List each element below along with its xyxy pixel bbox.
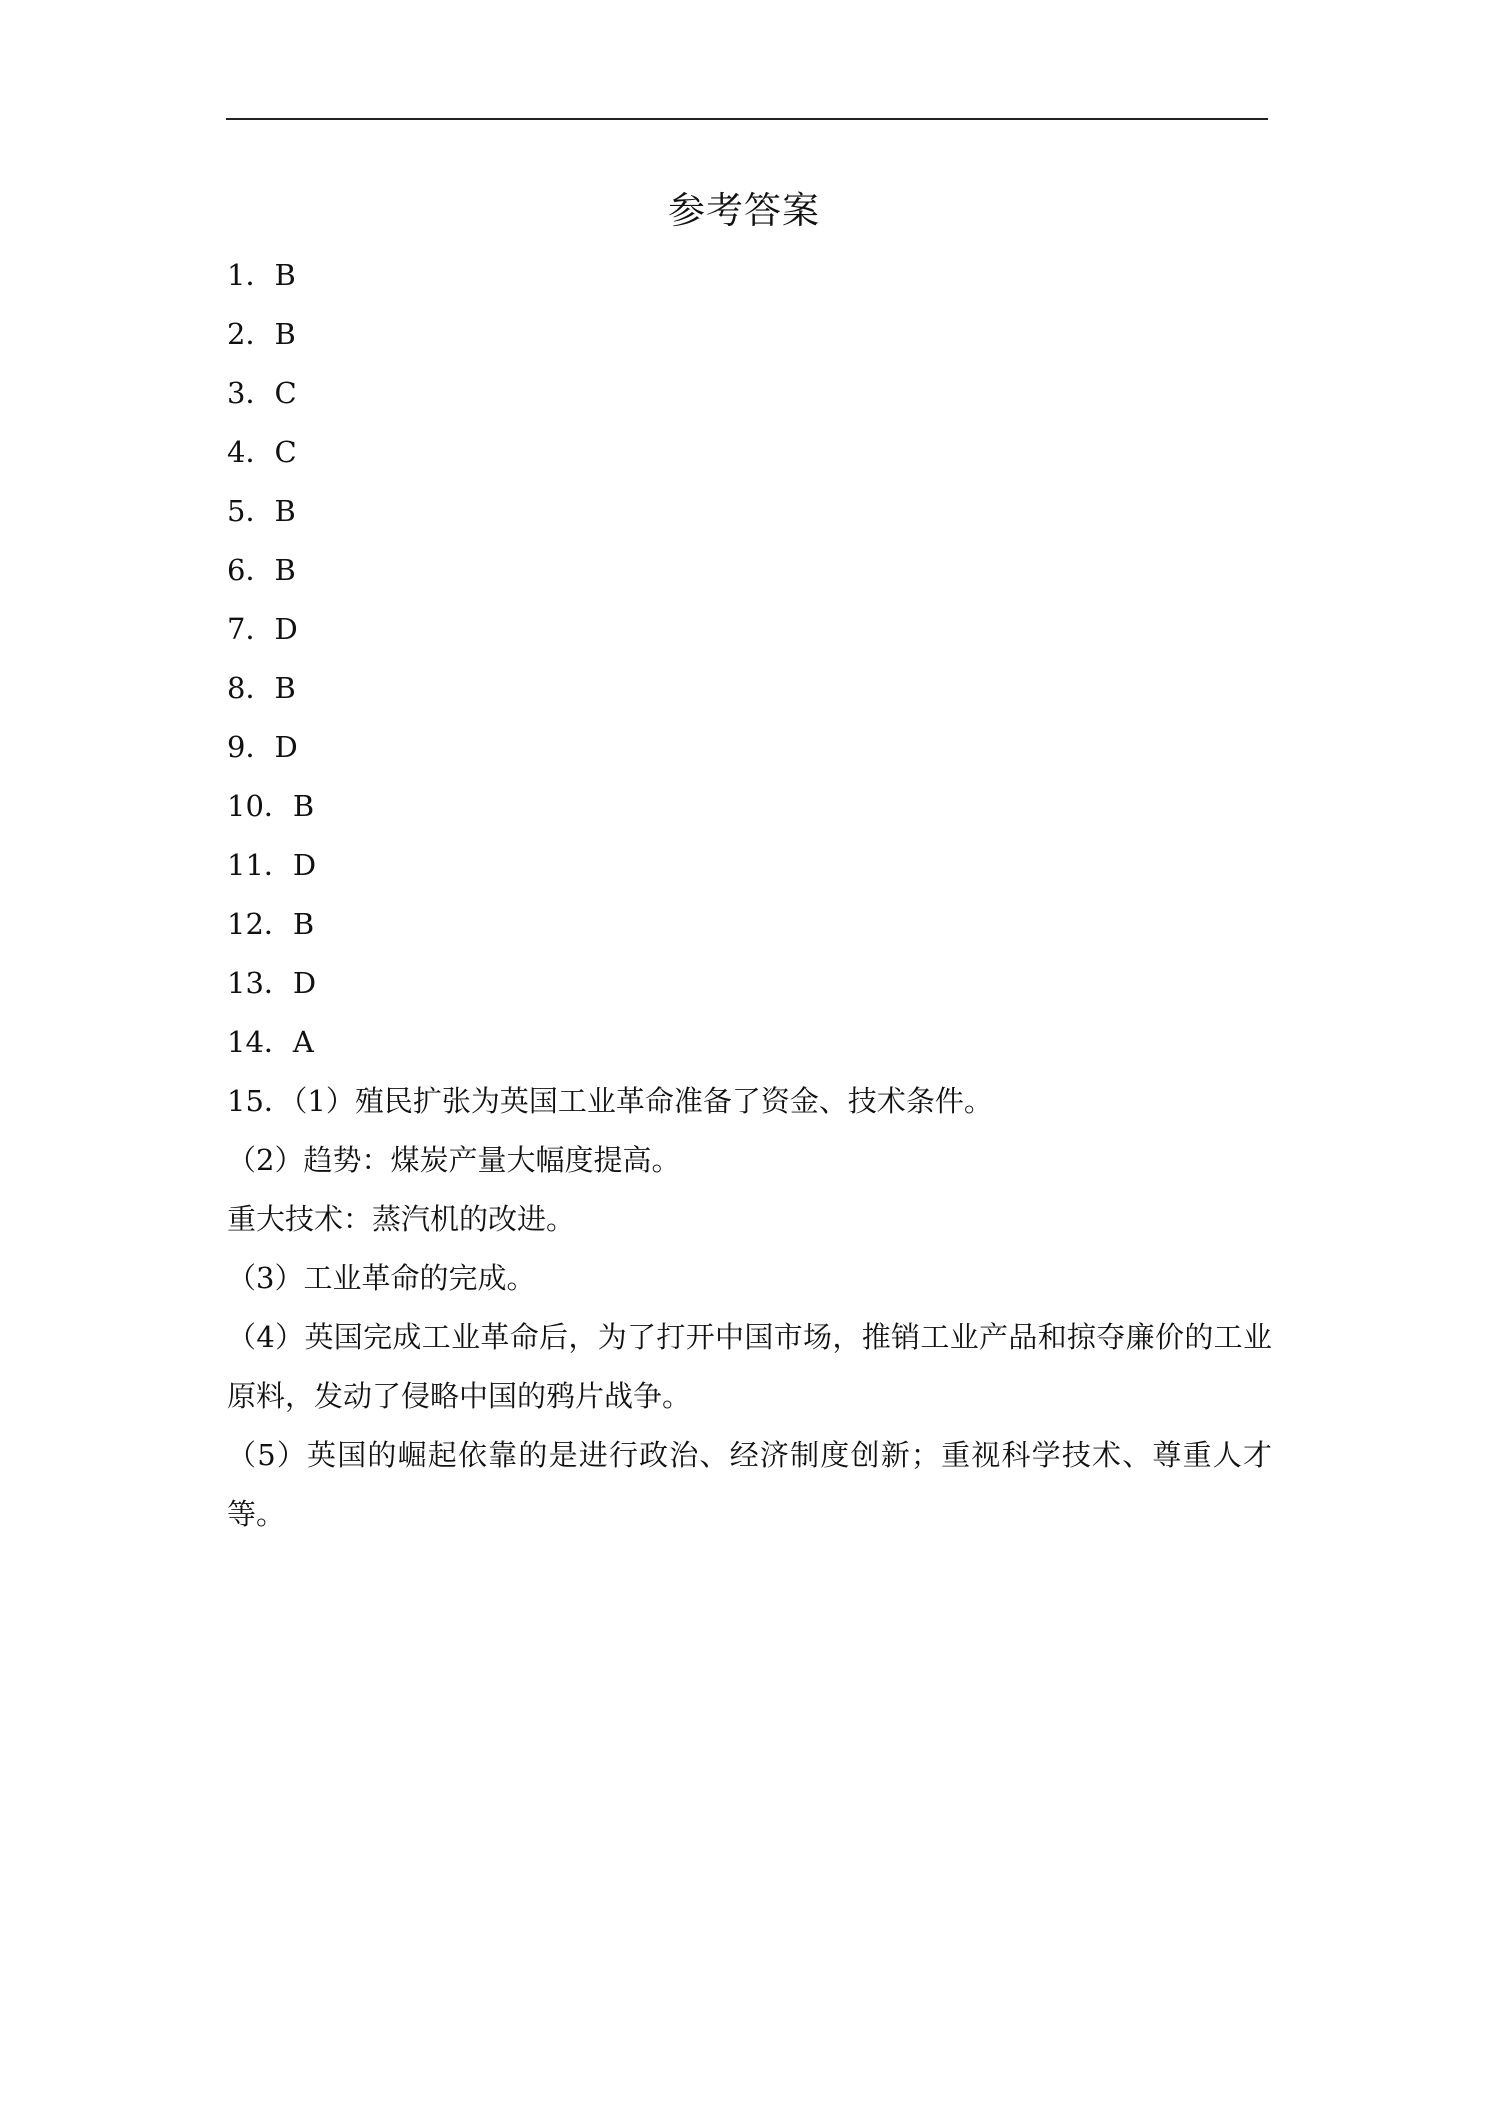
answer-list <box>227 252 316 1078</box>
answer-item: 2．B <box>227 317 296 351</box>
answer-item: 4．C <box>227 435 297 469</box>
answer-item: 9．D <box>227 730 298 764</box>
answer-item: 3．C <box>227 376 297 410</box>
answer-item: 12．B <box>227 907 315 941</box>
q15-part3: （3）工业革命的完成。 <box>227 1261 536 1295</box>
header-rule <box>226 118 1268 120</box>
page-title: 参考答案 <box>668 189 820 232</box>
q15-part2-technology: 重大技术：蒸汽机的改进。 <box>227 1202 576 1236</box>
answer-item: 10．B <box>227 789 315 823</box>
answer-item: 7．D <box>227 612 298 646</box>
answer-item: 8．B <box>227 671 296 705</box>
answer-item: 13．D <box>227 966 317 1000</box>
q15-part5: （5）英国的崛起依靠的是进行政治、经济制度创新；重视科学技术、尊重人才等。 <box>227 1438 1272 1531</box>
answer-item: 11．D <box>227 848 317 882</box>
answer-item: 14．A <box>227 1025 314 1059</box>
answer-item: 1．B <box>227 258 296 292</box>
q15-part4: （4）英国完成工业革命后，为了打开中国市场，推销工业产品和掠夺廉价的工业原料，发动了侵略中国的鸦片战争。 <box>227 1320 1272 1413</box>
answer-item: 6．B <box>227 553 296 587</box>
answer-item: 5．B <box>227 494 296 528</box>
q15-part1: 15．（1）殖民扩张为英国工业革命准备了资金、技术条件。 <box>227 1084 993 1118</box>
q15-part2: （2）趋势：煤炭产量大幅度提高。 <box>227 1143 681 1177</box>
